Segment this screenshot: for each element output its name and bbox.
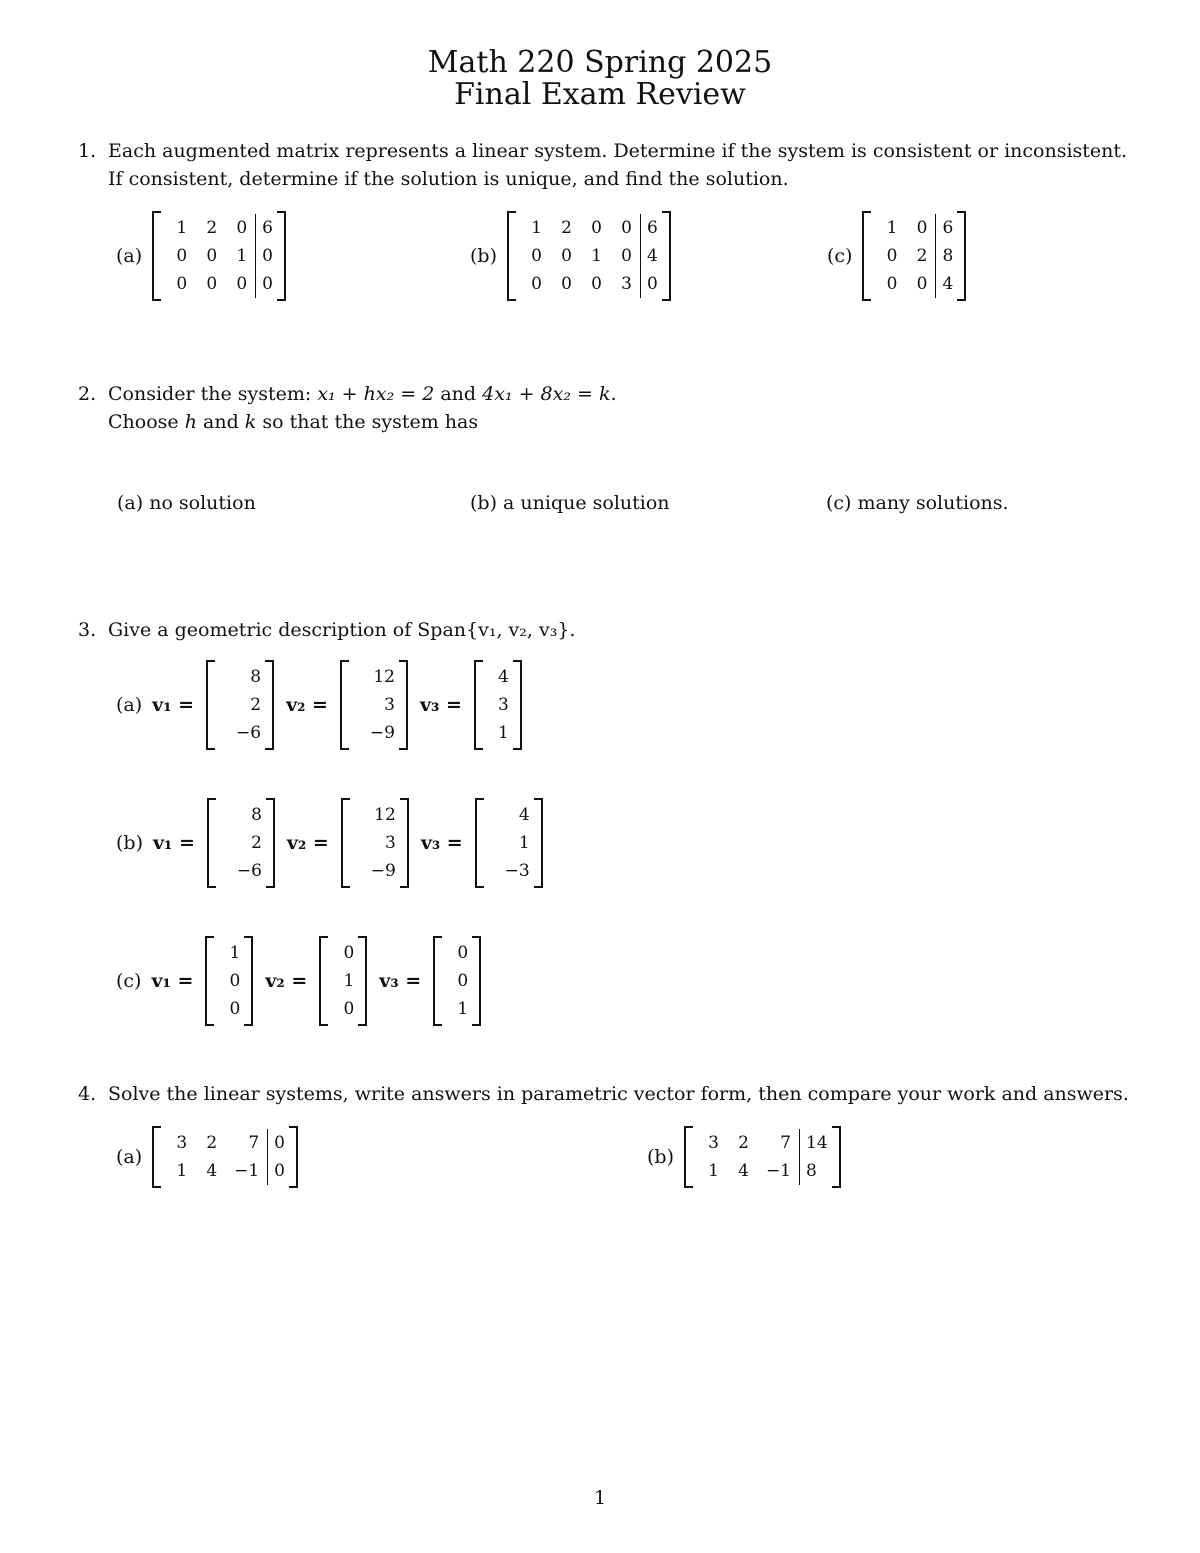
v2-label: v₂ = (286, 832, 329, 854)
q2-line2-prefix: Choose (108, 411, 179, 433)
q3-c-label: (c) (116, 970, 142, 992)
matrix-entry: 4 (942, 274, 954, 294)
matrix-entry: 8 (942, 246, 954, 266)
matrix-entry: 1 (531, 218, 542, 238)
q3-prompt: Give a geometric description of Span{v₁, v₂, v₃}. (108, 619, 576, 641)
q2-h-variable: h (184, 411, 197, 433)
matrix-entry: 1 (591, 246, 602, 266)
matrix-entry: 0 (531, 246, 542, 266)
vector-entry: 4 (518, 805, 530, 825)
q2-and-2: and (203, 411, 239, 433)
v3-label: v₃ = (379, 970, 422, 992)
vector-entry: 3 (498, 695, 509, 715)
q2-line1-prefix: Consider the system: (108, 383, 312, 405)
q2-number: 2. (78, 383, 97, 405)
vector-entry: 8 (251, 805, 262, 825)
vector-entry: 0 (229, 971, 241, 991)
vector-entry: 4 (498, 667, 509, 687)
matrix-entry: 0 (262, 274, 273, 294)
matrix-entry: 1 (236, 246, 248, 266)
q3-part-b (116, 798, 543, 888)
matrix-entry: 2 (738, 1133, 749, 1153)
matrix-entry: 3 (621, 274, 632, 294)
q2-a-label: (a) (117, 492, 144, 514)
matrix-entry: 4 (738, 1161, 749, 1181)
matrix-entry: 4 (206, 1161, 218, 1181)
matrix-entry: 1 (176, 218, 188, 238)
page-subtitle: Final Exam Review (454, 77, 746, 112)
vector-entry: −9 (369, 723, 395, 743)
matrix-entry: 14 (806, 1133, 828, 1153)
vector-entry: 12 (374, 805, 396, 825)
q2-part-c (826, 489, 1009, 517)
matrix-entry: 1 (176, 1161, 188, 1181)
matrix-entry: 6 (262, 218, 273, 238)
matrix-entry: 0 (274, 1133, 285, 1153)
vector-entry: 0 (457, 943, 469, 963)
q1-line1: Each augmented matrix represents a linear system. Determine if the system is consistent or inconsistent. (108, 140, 1128, 162)
q3-a-label: (a) (116, 694, 143, 716)
v2-label: v₂ = (265, 970, 308, 992)
q1-a-label: (a) (116, 245, 143, 267)
matrix-entry: 8 (806, 1161, 817, 1181)
q1-line2: If consistent, determine if the solution is unique, and find the solution. (108, 168, 789, 190)
matrix-entry: 2 (561, 218, 572, 238)
matrix-entry: 7 (248, 1133, 260, 1153)
matrix-entry: 0 (236, 218, 248, 238)
q3-part-c (116, 936, 481, 1026)
q3-b-label: (b) (116, 832, 143, 854)
vector-entry: 8 (250, 667, 262, 687)
vector-entry: 1 (343, 971, 355, 991)
q4-matrix-a (116, 1126, 298, 1188)
q2-b-text: a unique solution (503, 492, 670, 514)
v2-label: v₂ = (286, 694, 328, 716)
matrix-entry: 1 (708, 1161, 719, 1181)
q2-line2-suffix: so that the system has (262, 411, 479, 433)
matrix-entry: 4 (647, 246, 658, 266)
matrix-entry: 2 (206, 1133, 218, 1153)
v1-label: v₁ = (153, 832, 195, 854)
q4-number: 4. (78, 1083, 97, 1105)
vector-entry: 1 (229, 943, 241, 963)
matrix-entry: 1 (886, 218, 898, 238)
vector-entry: −6 (236, 861, 262, 881)
q1-number: 1. (78, 140, 97, 162)
q2-and: and (440, 383, 477, 405)
q3-part-a (116, 660, 522, 750)
matrix-entry: −1 (234, 1161, 260, 1181)
matrix-entry: 0 (262, 246, 273, 266)
vector-entry: −6 (236, 723, 262, 743)
q4-prompt: Solve the linear systems, write answers in parametric vector form, then compare your work and answers. (108, 1083, 1129, 1105)
q4-matrix-b (647, 1126, 841, 1188)
vector-entry: 2 (251, 833, 262, 853)
matrix-entry: 0 (206, 274, 218, 294)
v3-label: v₃ = (420, 832, 463, 854)
matrix-entry: 7 (780, 1133, 791, 1153)
matrix-entry: 6 (647, 218, 658, 238)
matrix-entry: 0 (621, 246, 632, 266)
q1-b-label: (b) (470, 245, 497, 267)
matrix-entry: 0 (647, 274, 658, 294)
vector-entry: −3 (504, 861, 530, 881)
q2-k-variable: k (244, 411, 257, 433)
q4-b-label: (b) (647, 1146, 674, 1168)
q2-line1 (108, 380, 617, 408)
q3-number: 3. (78, 619, 97, 641)
vector-entry: −9 (370, 861, 396, 881)
page-title: Math 220 Spring 2025 (427, 45, 773, 80)
vector-entry: 3 (384, 695, 395, 715)
vector-entry: 3 (384, 833, 396, 853)
matrix-entry: 0 (916, 218, 928, 238)
q1-matrix-c (827, 211, 966, 301)
matrix-entry: 0 (561, 274, 572, 294)
q2-a-text: no solution (149, 492, 256, 514)
q1-matrix-a (116, 211, 286, 301)
matrix-entry: 3 (176, 1133, 188, 1153)
vector-entry: 1 (518, 833, 530, 853)
matrix-entry: 6 (942, 218, 954, 238)
matrix-entry: 3 (708, 1133, 719, 1153)
matrix-entry: 0 (236, 274, 248, 294)
q2-equation-2: 4x₁ + 8x₂ = k. (482, 383, 617, 405)
vector-entry: 12 (373, 667, 395, 687)
q2-b-label: (b) (470, 492, 497, 514)
matrix-entry: 0 (561, 246, 572, 266)
matrix-entry: 0 (176, 274, 188, 294)
q2-c-label: (c) (826, 492, 852, 514)
q2-equation-1: x₁ + hx₂ = 2 (317, 383, 435, 405)
vector-entry: 0 (229, 999, 241, 1019)
q2-part-b (470, 489, 670, 517)
matrix-entry: 0 (591, 218, 602, 238)
q1-matrix-b (470, 211, 671, 301)
matrix-entry: 2 (206, 218, 218, 238)
q1-c-label: (c) (827, 245, 853, 267)
matrix-entry: 2 (916, 246, 928, 266)
vector-entry: 0 (457, 971, 469, 991)
vector-entry: 1 (457, 999, 469, 1019)
matrix-entry: 0 (886, 274, 898, 294)
q2-part-a (117, 489, 256, 517)
matrix-entry: 0 (916, 274, 928, 294)
matrix-entry: 0 (591, 274, 602, 294)
vector-entry: 1 (498, 723, 509, 743)
v1-label: v₁ = (151, 970, 194, 992)
matrix-entry: −1 (765, 1161, 791, 1181)
matrix-entry: 0 (206, 246, 218, 266)
vector-entry: 0 (343, 999, 355, 1019)
q2-c-text: many solutions. (857, 492, 1009, 514)
v3-label: v₃ = (419, 694, 462, 716)
q2-line2 (108, 408, 478, 436)
vector-entry: 0 (343, 943, 355, 963)
matrix-entry: 0 (176, 246, 188, 266)
matrix-entry: 0 (886, 246, 898, 266)
page-number: 1 (593, 1487, 607, 1509)
matrix-entry: 0 (621, 218, 632, 238)
v1-label: v₁ = (152, 694, 195, 716)
matrix-entry: 0 (531, 274, 542, 294)
q4-a-label: (a) (116, 1146, 143, 1168)
vector-entry: 2 (250, 695, 262, 715)
matrix-entry: 0 (274, 1161, 285, 1181)
